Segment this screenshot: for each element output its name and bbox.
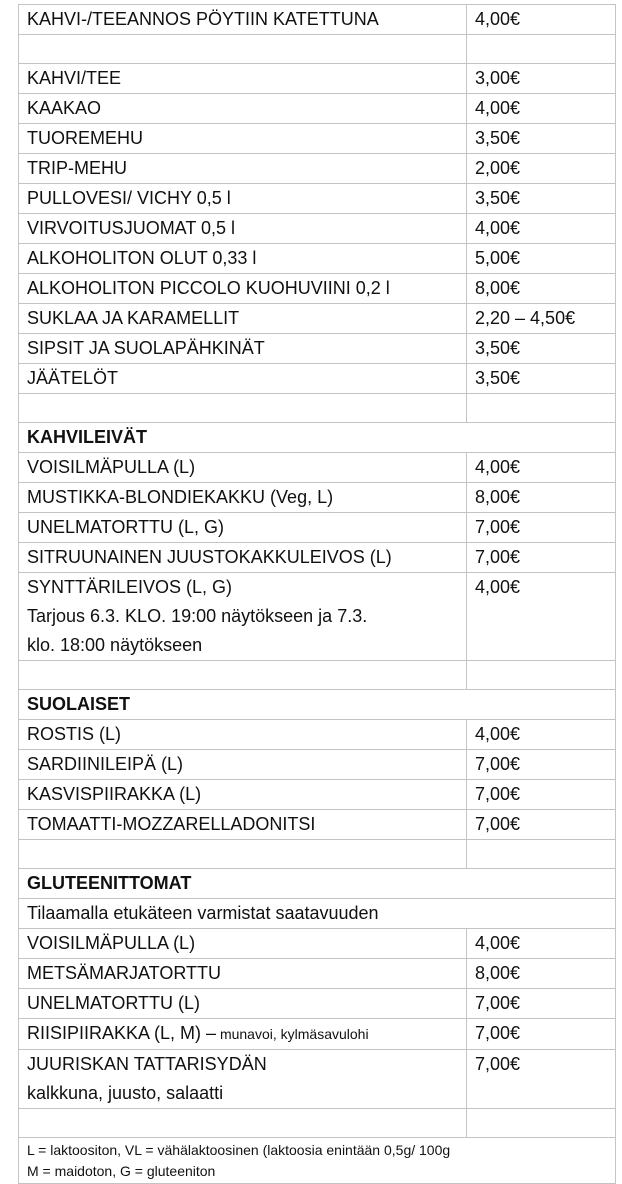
item-name: KASVISPIIRAKKA (L)	[19, 780, 467, 810]
spacer-cell	[19, 35, 467, 64]
menu-item-row	[19, 94, 616, 124]
item-price: 8,00€	[467, 959, 616, 989]
item-price: 7,00€	[467, 750, 616, 780]
item-name: KAHVI/TEE	[19, 64, 467, 94]
menu-item-row	[19, 5, 616, 35]
item-description: kalkkuna, juusto, salaatti	[27, 1083, 224, 1103]
spacer-row	[19, 394, 616, 423]
menu-item-row	[19, 334, 616, 364]
section-header-row	[19, 690, 616, 720]
item-name: ROSTIS (L)	[19, 720, 467, 750]
item-price: 4,00€	[467, 573, 616, 661]
menu-item-row	[19, 184, 616, 214]
section-note: Tilaamalla etukäteen varmistat saatavuuden	[19, 899, 616, 929]
spacer-row	[19, 1109, 616, 1138]
item-name: SYNTTÄRILEIVOS (L, G)	[27, 577, 233, 597]
spacer-row	[19, 35, 616, 64]
item-name: ALKOHOLITON PICCOLO KUOHUVIINI 0,2 l	[19, 274, 467, 304]
menu-item-row	[19, 1050, 616, 1109]
spacer-row	[19, 840, 616, 869]
item-name: MUSTIKKA-BLONDIEKAKKU (Veg, L)	[19, 483, 467, 513]
item-description: klo. 18:00 näytökseen	[27, 635, 203, 655]
item-price: 7,00€	[467, 780, 616, 810]
item-price: 8,00€	[467, 483, 616, 513]
note-row	[19, 899, 616, 929]
item-price: 5,00€	[467, 244, 616, 274]
menu-item-row	[19, 244, 616, 274]
menu-item-row	[19, 573, 616, 661]
menu-item-row	[19, 780, 616, 810]
menu-item-row	[19, 274, 616, 304]
item-name: UNELMATORTTU (L, G)	[19, 513, 467, 543]
item-name: TUOREMEHU	[19, 124, 467, 154]
menu-item-row	[19, 64, 616, 94]
spacer-cell	[467, 35, 616, 64]
item-price: 7,00€	[467, 989, 616, 1019]
item-name: PULLOVESI/ VICHY 0,5 l	[19, 184, 467, 214]
item-name: TRIP-MEHU	[19, 154, 467, 184]
menu-price-table	[18, 4, 616, 1184]
menu-item-row	[19, 543, 616, 573]
item-price: 4,00€	[467, 214, 616, 244]
item-price: 4,00€	[467, 929, 616, 959]
menu-item-row	[19, 453, 616, 483]
spacer-row	[19, 661, 616, 690]
spacer-cell	[467, 661, 616, 690]
item-name: SARDIINILEIPÄ (L)	[19, 750, 467, 780]
section-title: GLUTEENITTOMAT	[19, 869, 616, 899]
item-name: KAHVI-/TEEANNOS PÖYTIIN KATETTUNA	[19, 5, 467, 35]
legend-cell	[19, 1138, 616, 1184]
section-title: KAHVILEIVÄT	[19, 423, 616, 453]
item-name: KAAKAO	[19, 94, 467, 124]
item-description: munavoi, kylmäsavulohi	[216, 1026, 369, 1042]
menu-item-row	[19, 513, 616, 543]
item-name: VOISILMÄPULLA (L)	[19, 929, 467, 959]
menu-item-row	[19, 720, 616, 750]
item-price: 7,00€	[467, 1050, 616, 1109]
item-price: 3,50€	[467, 184, 616, 214]
menu-item-row	[19, 154, 616, 184]
menu-item-row	[19, 959, 616, 989]
menu-item-row	[19, 483, 616, 513]
spacer-cell	[19, 840, 467, 869]
item-name: SITRUUNAINEN JUUSTOKAKKULEIVOS (L)	[19, 543, 467, 573]
menu-item-row	[19, 1019, 616, 1050]
spacer-cell	[467, 394, 616, 423]
menu-item-row	[19, 810, 616, 840]
item-name: SUKLAA JA KARAMELLIT	[19, 304, 467, 334]
item-name-cell	[19, 1050, 467, 1109]
spacer-cell	[19, 1109, 467, 1138]
item-price: 7,00€	[467, 1019, 616, 1050]
menu-body	[19, 5, 616, 1184]
item-name: RIISIPIIRAKKA (L, M) –	[27, 1023, 217, 1043]
legend-row	[19, 1138, 616, 1184]
item-price: 4,00€	[467, 94, 616, 124]
item-name: JUURISKAN TATTARISYDÄN	[27, 1054, 267, 1074]
item-name-cell	[19, 573, 467, 661]
item-price: 8,00€	[467, 274, 616, 304]
item-name: VIRVOITUSJUOMAT 0,5 l	[19, 214, 467, 244]
section-title: SUOLAISET	[19, 690, 616, 720]
item-price: 3,50€	[467, 124, 616, 154]
section-header-row	[19, 869, 616, 899]
item-name: ALKOHOLITON OLUT 0,33 l	[19, 244, 467, 274]
menu-item-row	[19, 750, 616, 780]
item-price: 3,50€	[467, 334, 616, 364]
spacer-cell	[19, 661, 467, 690]
item-price: 7,00€	[467, 810, 616, 840]
section-header-row	[19, 423, 616, 453]
menu-item-row	[19, 989, 616, 1019]
menu-item-row	[19, 364, 616, 394]
item-name-cell	[19, 1019, 467, 1050]
item-name: UNELMATORTTU (L)	[19, 989, 467, 1019]
spacer-cell	[467, 1109, 616, 1138]
item-name: SIPSIT JA SUOLAPÄHKINÄT	[19, 334, 467, 364]
menu-item-row	[19, 929, 616, 959]
legend-text: M = maidoton, G = gluteeniton	[27, 1163, 216, 1179]
item-price: 3,50€	[467, 364, 616, 394]
item-description: Tarjous 6.3. KLO. 19:00 näytökseen ja 7.3.	[27, 606, 368, 626]
item-price: 3,00€	[467, 64, 616, 94]
item-price: 4,00€	[467, 5, 616, 35]
item-price: 2,00€	[467, 154, 616, 184]
item-price: 2,20 – 4,50€	[467, 304, 616, 334]
item-price: 4,00€	[467, 453, 616, 483]
item-price: 7,00€	[467, 543, 616, 573]
legend-text: L = laktoositon, VL = vähälaktoosinen (laktoosia enintään 0,5g/ 100g	[27, 1142, 451, 1158]
item-name: TOMAATTI-MOZZARELLADONITSI	[19, 810, 467, 840]
item-name: METSÄMARJATORTTU	[19, 959, 467, 989]
item-price: 7,00€	[467, 513, 616, 543]
spacer-cell	[467, 840, 616, 869]
item-price: 4,00€	[467, 720, 616, 750]
menu-item-row	[19, 124, 616, 154]
item-name: JÄÄTELÖT	[19, 364, 467, 394]
spacer-cell	[19, 394, 467, 423]
item-name: VOISILMÄPULLA (L)	[19, 453, 467, 483]
menu-item-row	[19, 214, 616, 244]
menu-item-row	[19, 304, 616, 334]
